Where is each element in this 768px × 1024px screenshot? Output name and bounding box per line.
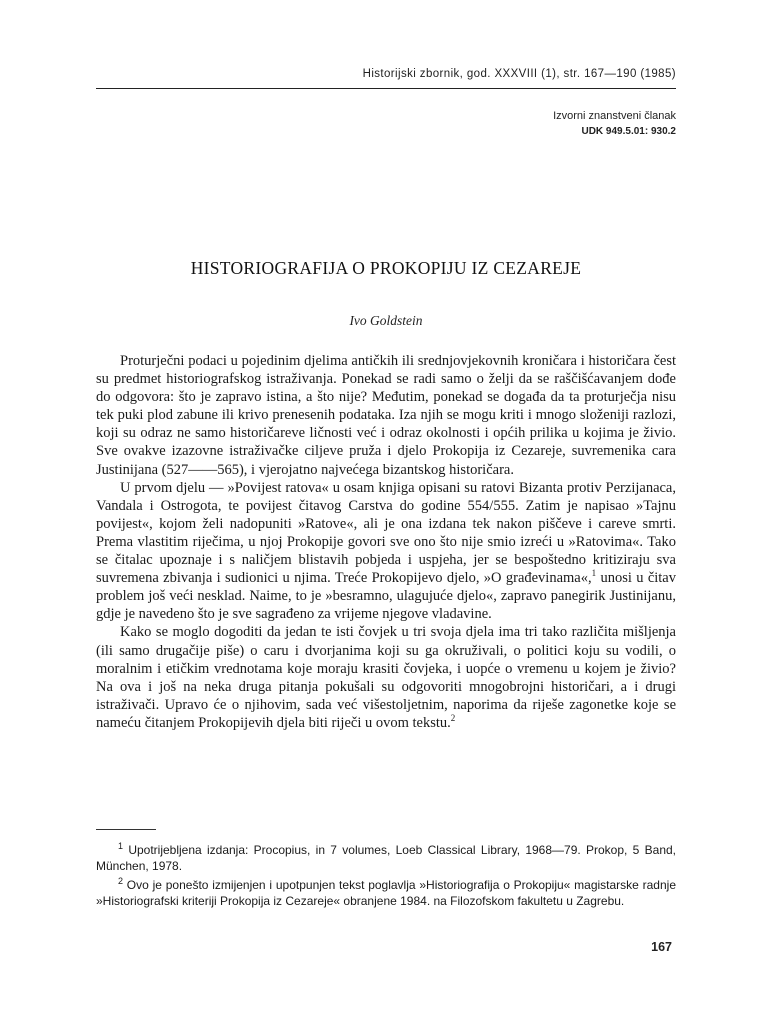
footnotes xyxy=(96,843,676,913)
article-type: Izvorni znanstveni članak xyxy=(553,110,676,122)
paragraph-2-text-b: unosi u čitav problem još veći nesklad. Naime, to je »besramno, ulagujuće djelo«, zapravo panegirik Justinijanu, gdje je navedeno što je sve sagrađeno za vrijeme njegove vladavine. xyxy=(96,570,676,623)
paragraph-3 xyxy=(96,623,676,732)
footnote-1 xyxy=(96,843,676,874)
paragraph-1-text: Proturječni podaci u pojedinim djelima antičkih ili srednjovjekovnih kroničara i historičara čest su predmet historiografskog istraživanja. Ponekad se radi samo o želji da se raščišćavanjem dođe do odgovora: što je zapravo istina, a što nije? Međutim, ponekad se događa da ta proturječja nisu tek puki plod zabune ili krivo prenesenih podataka. Iza njih se mogu kriti i mnogo složeniji razlozi, koji su odraz ne samo historičareve ličnosti već i odraz okolnosti i općih prilika u kojima je živio. Sve ovakve izazovne istraživačke ciljeve pruža i djelo Prokopija iz Cezareje, suvremenika cara Justinijana (527——565), i vjerojatno najvećega bizantskog historičara. xyxy=(96,353,676,478)
article-author: Ivo Goldstein xyxy=(349,313,423,328)
footnote-rule xyxy=(96,829,156,830)
footnote-2 xyxy=(96,878,676,909)
article-title: HISTORIOGRAFIJA O PROKOPIJU IZ CEZAREJE xyxy=(190,258,582,278)
paragraph-2-text-a: U prvom djelu — »Povijest ratova« u osam knjiga opisani su ratovi Bizanta protiv Perzijanaca, Vandala i Ostrogota, te povijest čitavog Carstva do godine 554/555. Zatim je napisao »Tajnu povijest«, kojom želi nadopuniti »Ratove«, ali je ona izdana tek nakon piščeve i careve smrti. Prema vlastitim riječima, u njoj Prokopije govori sve ono što nije smio izreći u »Ratovima«. Tako se čitalac upoznaje i s naličjem blistavih pobjeda i uspjeha, jer se bespoštedno kritiziraju sva suvremena zbivanja i sudionici u njima. Treće Prokopijevo djelo, »O građevinama«, xyxy=(96,479,676,587)
footnote-ref-2[interactable]: 2 xyxy=(450,713,456,724)
article-body xyxy=(96,352,676,732)
footnote-ref-1[interactable]: 1 xyxy=(591,568,597,579)
footnote-1-number: 1 xyxy=(118,841,124,851)
paragraph-3-text: Kako se moglo dogoditi da jedan te isti čovjek u tri svoja djela ima tri tako različita mišljenja (ili samo drugačije piše) o caru i dvorjanima koji su ga okruživali, o politici koju su vodili, o moralnim i etičkim vrednotama koje moraju krasiti čovjeka, i uopće o vremenu u kojem je živio? Na ova i još na neka druga pitanja pokušali su odgovoriti mnogobrojni historičari, a i drugi istraživači. Upravo će o njihovim, sada već višestoljetnim, naporima da riješe zagonetke koje se nameću čitanjem Prokopijevih djela biti riječi u ovom tekstu. xyxy=(96,624,676,731)
paragraph-1 xyxy=(96,352,676,479)
footnote-2-text: Ovo je ponešto izmijenjen i upotpunjen tekst poglavlja »Historiografija o Prokopiju« magistarske radnje »Historiografski kriteriji Prokopija iz Cezareje« obranjene 1984. na Filozofskom fakultetu u Zagrebu. xyxy=(96,878,676,908)
paragraph-2 xyxy=(96,479,676,624)
article-classification xyxy=(553,109,676,139)
page-number: 167 xyxy=(651,940,672,954)
header-rule xyxy=(96,88,676,89)
footnote-2-number: 2 xyxy=(118,876,124,886)
footnote-1-text: Upotrijebljena izdanja: Procopius, in 7 volumes, Loeb Classical Library, 1968—79. Prokop, 5 Band, München, 1978. xyxy=(96,843,676,873)
running-head: Historijski zbornik, god. XXXVIII (1), str. 167—190 (1985) xyxy=(362,68,676,80)
udk-code: UDK 949.5.01: 930.2 xyxy=(581,126,676,137)
